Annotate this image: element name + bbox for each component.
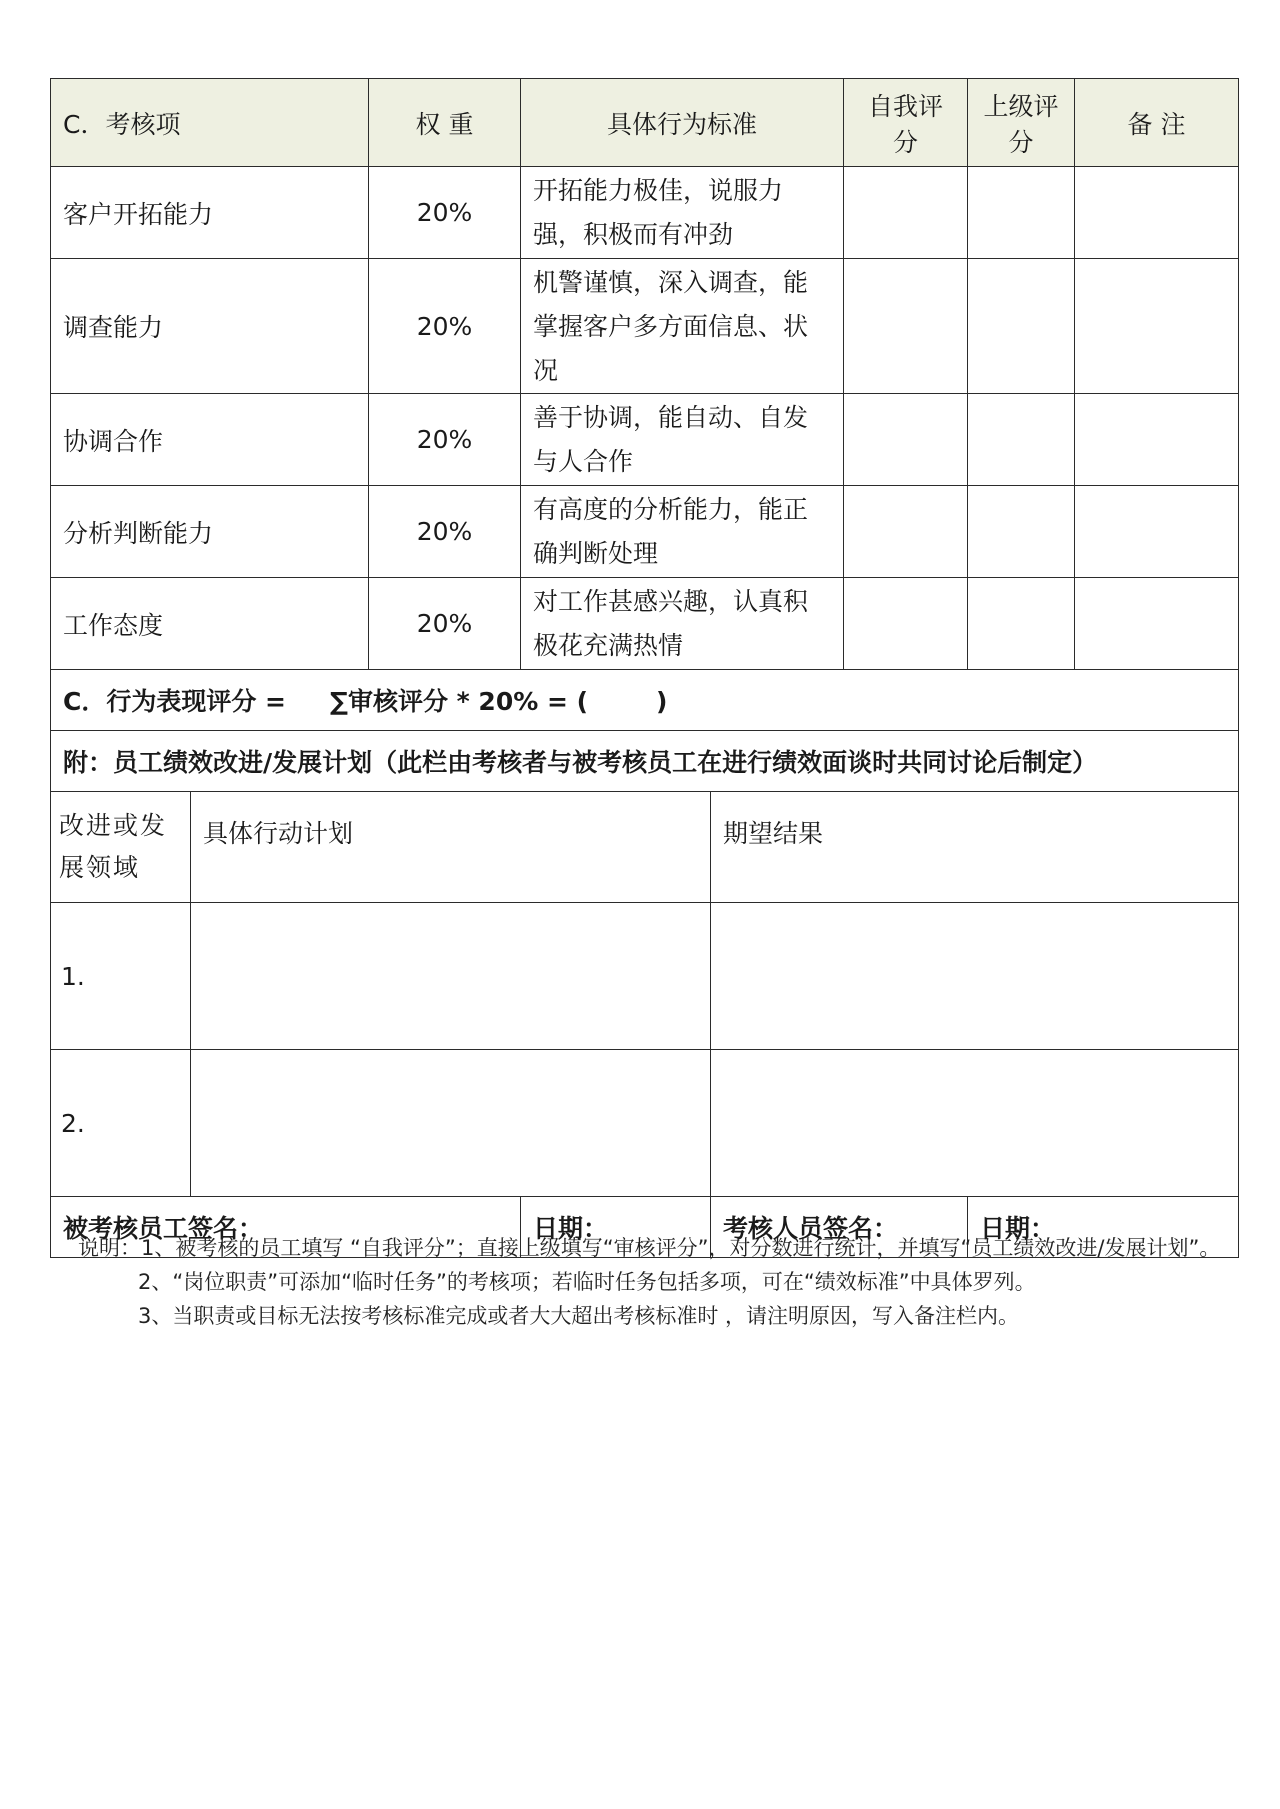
development-row xyxy=(51,903,1239,1050)
row-item: 分析判断能力 xyxy=(51,486,369,578)
row-standard: 善于协调，能自动、自发与人合作 xyxy=(521,394,844,486)
self-score-cell[interactable] xyxy=(844,486,968,578)
row-item: 工作态度 xyxy=(51,578,369,670)
row-standard: 有高度的分析能力，能正确判断处理 xyxy=(521,486,844,578)
self-score-cell[interactable] xyxy=(844,394,968,486)
instructions-notes xyxy=(78,1231,1238,1333)
development-plan-title-row xyxy=(51,731,1239,792)
expected-result-cell[interactable] xyxy=(711,903,1239,1050)
header-standard: 具体行为标准 xyxy=(521,79,844,167)
table-row xyxy=(51,578,1239,670)
development-row-number: 2. xyxy=(51,1050,191,1197)
self-score-cell[interactable] xyxy=(844,259,968,394)
action-plan-cell[interactable] xyxy=(191,903,711,1050)
row-weight: 20% xyxy=(369,486,521,578)
row-weight: 20% xyxy=(369,167,521,259)
table-row xyxy=(51,486,1239,578)
note-line-2: 2、“岗位职责”可添加“临时任务”的考核项；若临时任务包括多项，可在“绩效标准”中具体罗列。 xyxy=(138,1270,1036,1294)
header-weight: 权 重 xyxy=(369,79,521,167)
superior-score-cell[interactable] xyxy=(968,259,1075,394)
table-row xyxy=(51,394,1239,486)
remarks-cell[interactable] xyxy=(1075,167,1239,259)
reviewer-date-field[interactable]: 日期： xyxy=(968,1197,1239,1258)
self-score-cell[interactable] xyxy=(844,167,968,259)
row-standard: 开拓能力极佳，说服力强，积极而有冲劲 xyxy=(521,167,844,259)
reviewer-signature-field[interactable]: 考核人员签名： xyxy=(711,1197,968,1258)
header-remarks: 备 注 xyxy=(1075,79,1239,167)
formula-close: ) xyxy=(656,687,668,716)
row-item: 协调合作 xyxy=(51,394,369,486)
formula-expression: ∑审核评分 * 20% = ( xyxy=(330,687,589,716)
development-plan-title: 附：员工绩效改进/发展计划（此栏由考核者与被考核员工在进行绩效面谈时共同讨论后制定） xyxy=(51,731,1239,792)
header-superior-score: 上级评分 xyxy=(968,79,1075,167)
expected-result-cell[interactable] xyxy=(711,1050,1239,1197)
behavior-score-formula[interactable] xyxy=(51,670,1239,731)
note-line-1: 说明：1、被考核的员工填写 “自我评分”；直接上级填写“审核评分”，对分数进行统计，并填写“员工绩效改进/发展计划”。 xyxy=(78,1236,1221,1260)
superior-score-cell[interactable] xyxy=(968,578,1075,670)
superior-score-cell[interactable] xyxy=(968,394,1075,486)
remarks-cell[interactable] xyxy=(1075,394,1239,486)
development-row-number: 1. xyxy=(51,903,191,1050)
header-development-area: 改进或发展领域 xyxy=(51,792,191,903)
row-weight: 20% xyxy=(369,394,521,486)
remarks-cell[interactable] xyxy=(1075,259,1239,394)
behavior-score-formula-row xyxy=(51,670,1239,731)
self-score-cell[interactable] xyxy=(844,578,968,670)
employee-signature-field[interactable]: 被考核员工签名： xyxy=(51,1197,521,1258)
superior-score-cell[interactable] xyxy=(968,167,1075,259)
table-row xyxy=(51,167,1239,259)
formula-label: C．行为表现评分 = xyxy=(63,687,286,716)
row-weight: 20% xyxy=(369,578,521,670)
note-line-3: 3、当职责或目标无法按考核标准完成或者大大超出考核标准时 ，请注明原因，写入备注栏内。 xyxy=(138,1304,1020,1328)
row-weight: 20% xyxy=(369,259,521,394)
remarks-cell[interactable] xyxy=(1075,578,1239,670)
header-expected-result: 期望结果 xyxy=(711,792,1239,903)
header-item: C．考核项 xyxy=(51,79,369,167)
row-item: 客户开拓能力 xyxy=(51,167,369,259)
development-row xyxy=(51,1050,1239,1197)
table-header-row xyxy=(51,79,1239,167)
behavior-evaluation-table xyxy=(50,78,1239,1258)
action-plan-cell[interactable] xyxy=(191,1050,711,1197)
row-standard: 对工作甚感兴趣，认真积极花充满热情 xyxy=(521,578,844,670)
header-action-plan: 具体行动计划 xyxy=(191,792,711,903)
table-row xyxy=(51,259,1239,394)
superior-score-cell[interactable] xyxy=(968,486,1075,578)
row-item: 调查能力 xyxy=(51,259,369,394)
header-self-score: 自我评分 xyxy=(844,79,968,167)
employee-date-field[interactable]: 日期： xyxy=(521,1197,711,1258)
remarks-cell[interactable] xyxy=(1075,486,1239,578)
row-standard: 机警谨慎，深入调查，能掌握客户多方面信息、状况 xyxy=(521,259,844,394)
development-header-row xyxy=(51,792,1239,903)
